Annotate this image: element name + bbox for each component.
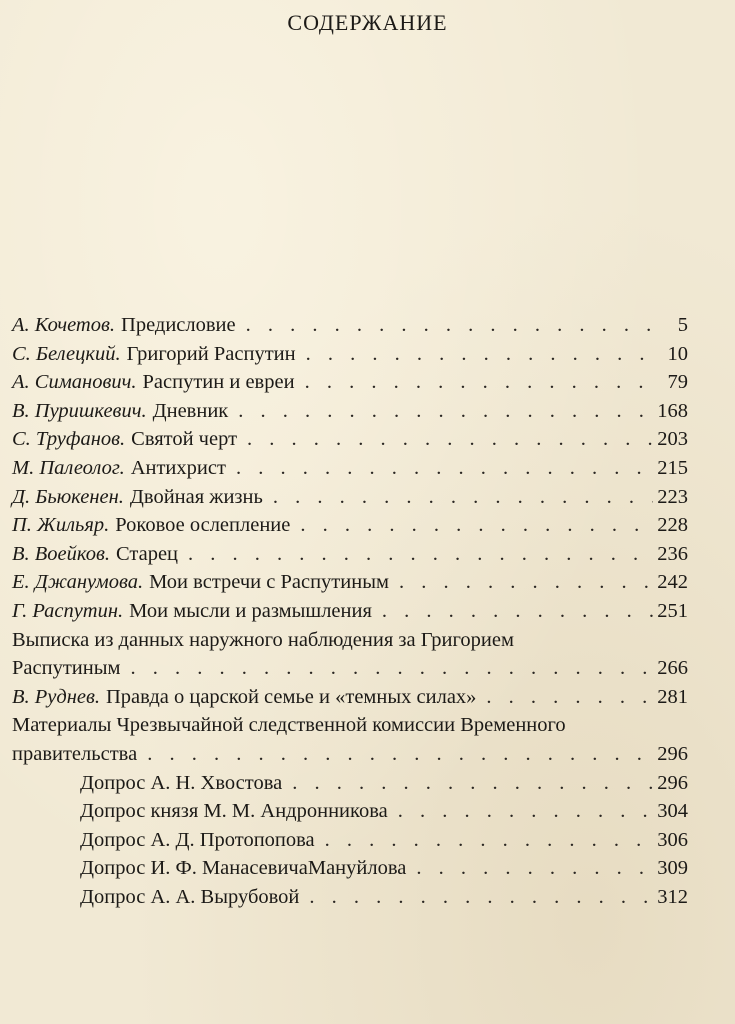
dot-leader — [238, 397, 653, 426]
toc-page-number: 296 — [657, 742, 688, 765]
dot-leader — [130, 654, 653, 683]
toc-title: Допрос А. Д. Протопопова — [80, 828, 315, 851]
toc-page-number: 312 — [657, 885, 688, 908]
toc-subentry — [0, 797, 735, 826]
dot-leader — [292, 769, 653, 798]
toc-title: Мои встречи с Распутиным — [149, 571, 389, 594]
dot-leader — [486, 683, 653, 712]
toc-entry — [0, 711, 735, 768]
toc-entry — [0, 454, 735, 483]
dot-leader — [309, 883, 653, 912]
toc-page-number: 281 — [657, 685, 688, 708]
toc-entry — [0, 540, 735, 569]
toc-title: Допрос А. Н. Хвостова — [80, 771, 283, 794]
toc-page-number: 251 — [657, 599, 688, 622]
toc-entry — [0, 368, 735, 397]
toc-subentry — [0, 826, 735, 855]
toc-author: В. Воейков. — [12, 542, 110, 565]
dot-leader — [300, 511, 653, 540]
toc-author: Г. Распутин. — [12, 599, 124, 622]
toc-page-number: 309 — [657, 857, 688, 880]
toc-page-number: 203 — [657, 428, 688, 451]
toc-title: Григорий Распутин — [126, 342, 296, 365]
toc-subentry — [0, 854, 735, 883]
toc-page-number: 168 — [657, 399, 688, 422]
toc-page-number: 228 — [657, 514, 688, 537]
toc-title: Допрос И. Ф. МанасевичаМануйлова — [80, 857, 407, 880]
toc-page-number: 242 — [657, 571, 688, 594]
dot-leader — [188, 540, 653, 569]
toc-entry — [0, 597, 735, 626]
toc-page-number: 304 — [657, 800, 688, 823]
toc-page-number: 223 — [657, 485, 688, 508]
dot-leader — [247, 425, 653, 454]
toc-title: Предисловие — [121, 314, 236, 336]
dot-leader — [306, 340, 654, 369]
toc-entry — [0, 425, 735, 454]
table-of-contents — [0, 311, 735, 911]
dot-leader — [398, 797, 654, 826]
toc-entry — [0, 340, 735, 369]
toc-title: Распутин и евреи — [142, 371, 295, 394]
toc-page-number: 5 — [677, 314, 688, 336]
toc-title-continued: Распутиным — [12, 657, 121, 680]
toc-author: П. Жильяр. — [12, 514, 110, 537]
toc-title: Дневник — [152, 399, 229, 422]
toc-entry — [0, 568, 735, 597]
toc-title: Допрос князя М. М. Андронникова — [80, 800, 388, 823]
toc-title: Правда о царской семье и «темных силах» — [106, 685, 477, 708]
toc-page-number: 215 — [657, 456, 688, 479]
toc-title: Выписка из данных наружного наблюдения за Григорием — [12, 628, 514, 651]
toc-author: А. Кочетов. — [12, 314, 116, 336]
toc-page-number: 296 — [657, 771, 688, 794]
toc-entry — [0, 483, 735, 512]
toc-title: Антихрист — [130, 456, 226, 479]
toc-entry — [0, 626, 735, 683]
dot-leader — [273, 483, 653, 512]
toc-author: М. Палеолог. — [12, 456, 125, 479]
page-title: СОДЕРЖАНИЕ — [287, 10, 448, 35]
toc-title: Святой черт — [131, 428, 238, 451]
toc-subentry — [0, 883, 735, 912]
toc-entry — [0, 511, 735, 540]
toc-page-number: 306 — [657, 828, 688, 851]
toc-title: Материалы Чрезвычайной следственной комиссии Временного — [12, 714, 566, 737]
toc-author: Е. Джанумова. — [12, 571, 144, 594]
toc-title: Роковое ослепление — [115, 514, 291, 537]
toc-entry — [0, 397, 735, 426]
dot-leader — [399, 568, 653, 597]
toc-author: С. Белецкий. — [12, 342, 121, 365]
dot-leader — [305, 368, 654, 397]
toc-entry — [0, 683, 735, 712]
toc-page-number: 236 — [657, 542, 688, 565]
toc-page-number: 266 — [657, 657, 688, 680]
toc-title: Мои мысли и размышления — [129, 599, 372, 622]
toc-author: Д. Бьюкенен. — [12, 485, 124, 508]
toc-page-number: 10 — [667, 342, 688, 365]
toc-author: А. Симанович. — [12, 371, 137, 394]
dot-leader — [246, 311, 654, 340]
toc-title: Старец — [115, 542, 179, 565]
dot-leader — [382, 597, 653, 626]
toc-author: В. Руднев. — [12, 685, 100, 708]
dot-leader — [236, 454, 653, 483]
toc-title: Двойная жизнь — [129, 485, 263, 508]
toc-page-number: 79 — [667, 371, 688, 394]
toc-author: В. Пуришкевич. — [12, 399, 147, 422]
toc-title-continued: правительства — [12, 742, 138, 765]
dot-leader — [147, 740, 653, 769]
toc-title: Допрос А. А. Вырубовой — [80, 885, 300, 908]
toc-entry — [0, 311, 735, 340]
dot-leader — [416, 854, 653, 883]
toc-author: С. Труфанов. — [12, 428, 126, 451]
toc-subentry — [0, 769, 735, 798]
dot-leader — [325, 826, 654, 855]
